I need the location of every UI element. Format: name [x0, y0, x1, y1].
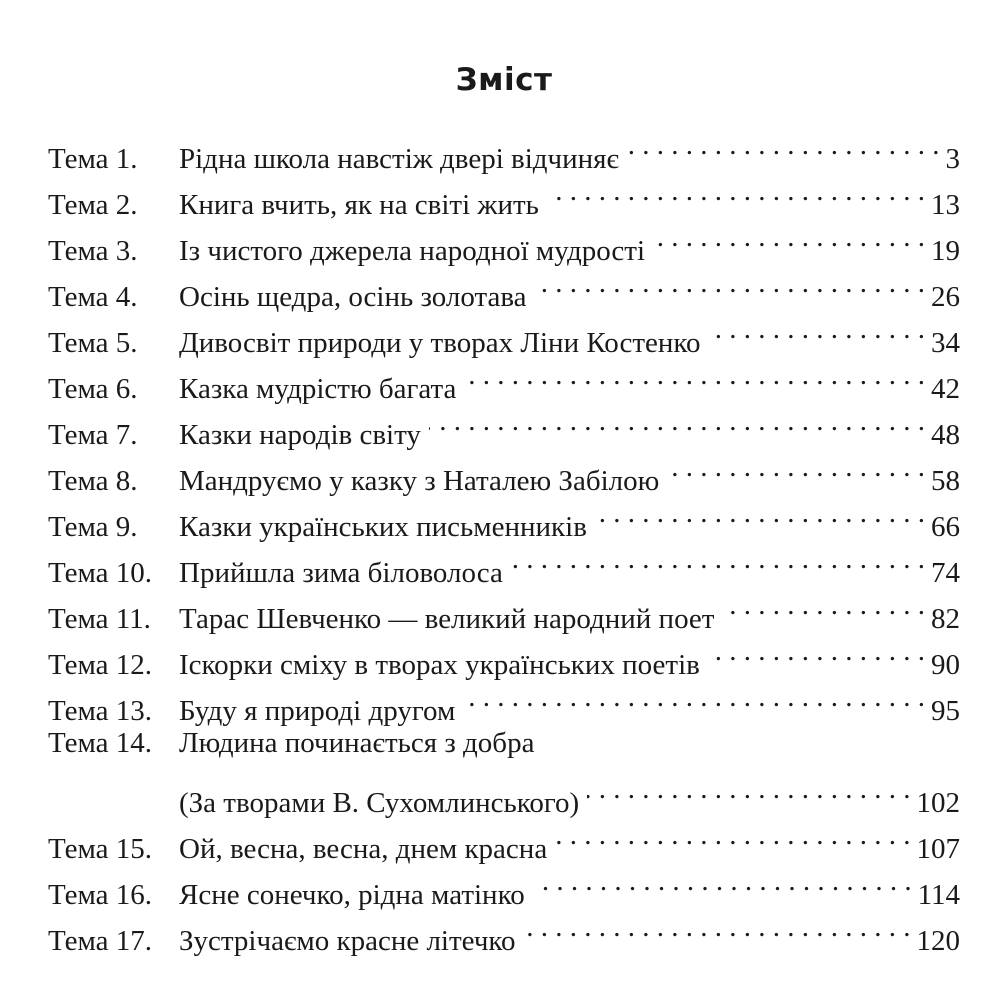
- page-number: 90: [931, 649, 960, 681]
- topic-title: Іскорки сміху в творах українських поетів: [179, 649, 700, 681]
- topic-number: Тема 3.: [48, 235, 138, 267]
- dot-leader: [667, 444, 925, 490]
- topic-title: Прийшла зима біловолоса: [179, 557, 503, 589]
- dot-leader: [547, 168, 925, 214]
- topic-title: Ясне сонечко, рідна матінко: [179, 879, 525, 911]
- dot-leader: [524, 904, 911, 950]
- topic-number: Тема 4.: [48, 281, 138, 313]
- dot-leader: [463, 674, 925, 720]
- topic-title: Дивосвіт природи у творах Ліни Костенко: [179, 327, 701, 359]
- page-number: 66: [931, 511, 960, 543]
- topic-subtitle: (За творами В. Сухомлинського): [179, 787, 580, 819]
- page-number: 42: [931, 373, 960, 405]
- topic-number: Тема 11.: [48, 603, 151, 635]
- dot-leader: [595, 490, 925, 536]
- topic-number: Тема 16.: [48, 879, 153, 911]
- topic-number: Тема 12.: [48, 649, 153, 681]
- page-number: 95: [931, 695, 960, 727]
- page-number: 102: [916, 787, 960, 819]
- topic-title: Казка мудрістю багата: [179, 373, 457, 405]
- topic-number: Тема 8.: [48, 465, 138, 497]
- topic-number: Тема 10.: [48, 557, 153, 589]
- toc-entry-14-line-1[interactable]: [48, 720, 960, 766]
- page-number: 114: [917, 879, 960, 911]
- dot-leader: [555, 812, 910, 858]
- topic-title: Рідна школа навстіж двері відчиняє: [179, 143, 619, 175]
- toc-entry-14-line-2[interactable]: [48, 766, 960, 819]
- topic-title: Зустрічаємо красне літечко: [179, 925, 516, 957]
- dot-leader: [511, 536, 925, 582]
- dot-leader: [533, 858, 912, 904]
- topic-number: Тема 17.: [48, 925, 153, 957]
- page-number: 107: [916, 833, 960, 865]
- topic-title: Тарас Шевченко — великий народний поет: [179, 603, 715, 635]
- topic-number: Тема 2.: [48, 189, 138, 221]
- dot-leader: [722, 582, 925, 628]
- toc-entry-1[interactable]: [48, 122, 960, 175]
- page-number: 58: [931, 465, 960, 497]
- page-number: 82: [931, 603, 960, 635]
- toc-list: [48, 122, 960, 957]
- topic-title: Осінь щедра, осінь золотава: [179, 281, 527, 313]
- topic-title: Казки народів світу: [179, 419, 421, 451]
- topic-title: Ой, весна, весна, днем красна: [179, 833, 548, 865]
- dot-leader: [627, 122, 940, 168]
- page-number: 74: [931, 557, 960, 589]
- page-number: 34: [931, 327, 960, 359]
- dot-leader: [653, 214, 925, 260]
- topic-number: Тема 5.: [48, 327, 138, 359]
- page-number: 48: [931, 419, 960, 451]
- topic-title: Із чистого джерела народної мудрості: [179, 235, 646, 267]
- topic-title: Мандруємо у казку з Наталею Забілою: [179, 465, 660, 497]
- topic-title: Книга вчить, як на світі жить: [179, 189, 539, 221]
- page-number: 26: [931, 281, 960, 313]
- topic-number: Тема 15.: [48, 833, 153, 865]
- topic-number: Тема 9.: [48, 511, 138, 543]
- toc-title: Зміст: [455, 62, 553, 98]
- page-number: 19: [931, 235, 960, 267]
- topic-number: Тема 14.: [48, 727, 153, 759]
- dot-leader: [535, 260, 925, 306]
- topic-title: Буду я природі другом: [179, 695, 456, 727]
- dot-leader: [708, 628, 925, 674]
- dot-leader: [429, 398, 925, 444]
- topic-title: Казки українських письменників: [179, 511, 587, 543]
- topic-number: Тема 7.: [48, 419, 138, 451]
- page-number: 120: [916, 925, 960, 957]
- dot-leader: [709, 306, 925, 352]
- topic-number: Тема 6.: [48, 373, 138, 405]
- page-number: 13: [931, 189, 960, 221]
- topic-title: Людина починається з добра: [179, 727, 535, 759]
- dot-leader: [464, 352, 925, 398]
- topic-number: Тема 1.: [48, 143, 138, 175]
- topic-number: Тема 13.: [48, 695, 153, 727]
- page-number: 3: [945, 143, 960, 175]
- dot-leader: [587, 766, 910, 812]
